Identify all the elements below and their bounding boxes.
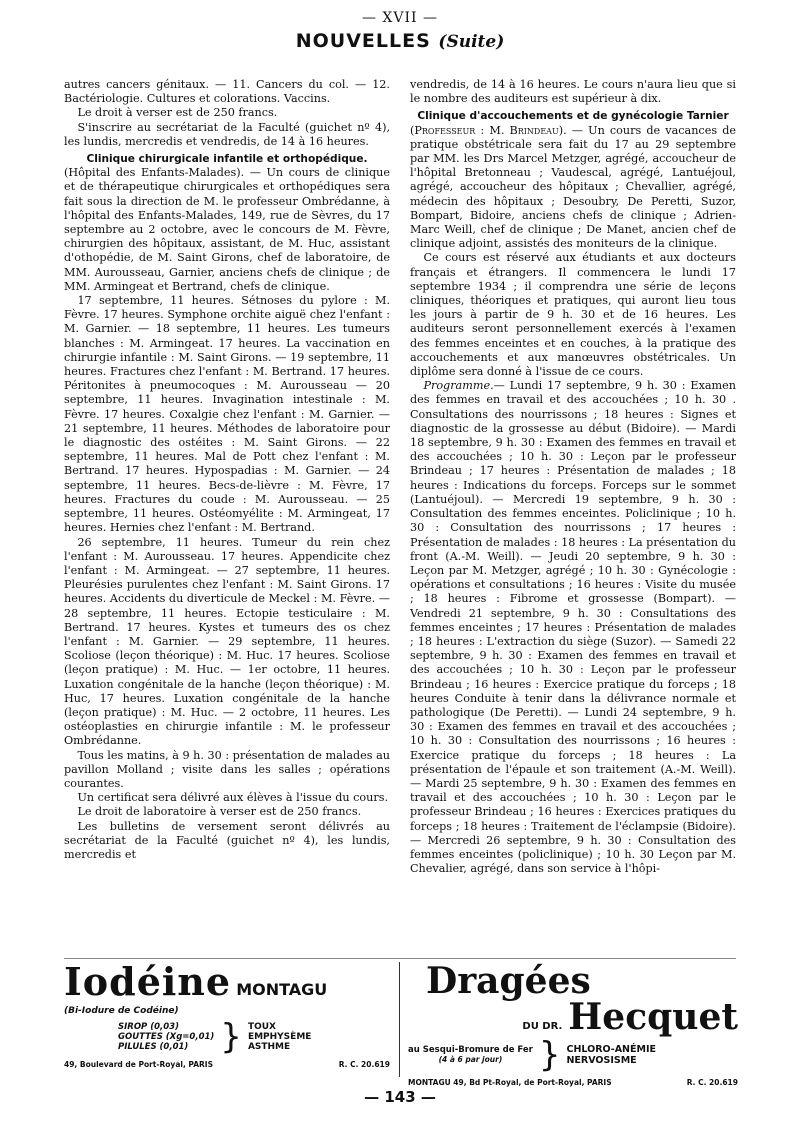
hecquet-indication: CHLORO-ANÉMIE	[566, 1044, 656, 1055]
right-paragraph-3: Ce cours est réservé aux étudiants et aux docteurs français et étrangers. Il commencera le lundi 17 septembre 1934 ; il comprendra une série de leçons cliniques, théoriques et pratiques, qui auront lieu tous les jours à partir de 9 h. 30 et de 16 heures. Les auditeurs seront personnellement exercés à l'examen des femmes enceintes et en couches, à la pratique des accouchements et aux manœuvres obstétricales. Un diplôme sera donné à l'issue de ce cours.	[410, 251, 736, 379]
clinic-heading-surgery-text: Clinique chirurgicale infantile et orthopédique.	[86, 153, 368, 166]
title-text: NOUVELLES	[295, 30, 431, 52]
iodeine-footer	[64, 1060, 390, 1069]
page-number: — 143 —	[364, 1088, 436, 1106]
page-header	[0, 10, 800, 52]
brace-icon: }	[220, 1017, 242, 1057]
right-paragraph-2-text: — Un cours de vacances de pratique obstétricale sera fait du 17 au 29 septembre par MM. les Drs Marcel Metzger, agrégé, accoucheur de l'hôpital Bretonneau ; Vaudescal, agrégé, Lantuéjoul, agrégé, accoucheur des hôpitaux ; Chevallier, agrégé, médecin des hôpitaux ; Desoubry, De Peretti, Suzor, Bompart, Bidoire, anciens chefs de clinique ; Adrien-Marc Weill, chef de clinique ; De Manet, ancien chef de clinique adjoint, assistés des moniteurs de la clinique.	[410, 123, 736, 251]
right-paragraph-4	[410, 379, 736, 876]
programme-text: — Lundi 17 septembre, 9 h. 30 : Examen des femmes en travail et des accouchées ; 10 h. 30 . Consultations des nourrissons ; 18 heures : Signes et diagnostic de la grossesse au début (Bidoire). — Mardi 18 septembre, 9 h. 30 : Examen des femmes en travail et des accouchées ; 10 h. 30 : Leçon par le professeur Brindeau ; 17 heures : Présentation de malades ; 18 heures : Indications du forceps. Forceps sur le sommet (Lantuéjoul). — Mercredi 19 septembre, 9 h. 30 : Consultation des femmes enceintes. Policlinique ; 10 h. 30 : Consultation des nourrissons ; 17 heures : Présentation de malades : 18 heures : La présentation du front (A.-M. Weill). — Jeudi 20 septembre, 9 h. 30 : Leçon par M. Metzger, agrégé ; 10 h. 30 : Gynécologie : opérations et consultations ; 16 heures : Visite du musée ; 18 heures : Fibrome et grossesse (Bompart). — Vendredi 21 septembre, 9 h. 30 : Consultations des femmes enceintes ; 17 heures : Présentation de malades ; 18 heures : L'extraction du siège (Suzor). — Samedi 22 septembre, 9 h. 30 : Examen des femmes en travail et des accouchées ; 10 h. 30 : Leçon par le professeur Brindeau ; 16 heures : Exercice pratique du forceps ; 18 heures Conduite à tenir dans la délivrance normale et pathologique (De Peretti). — Lundi 24 septembre, 9 h. 30 : Examen des femmes en travail et des accouchées ; 10 h. 30 : Consultation des nourrissons ; 16 heures : Exercice pratique du forceps ; 18 heures : La présentation de l'épaule et son traitement (A.-M. Weill). — Mardi 25 septembre, 9 h. 30 : Examen des femmes en travail et des accouchées ; 10 h. 30 : Leçon par le professeur Brindeau ; 16 heures : Exercices pratiques du forceps ; 18 heures : Traitement de l'éclampsie (Bidoire). — Mercredi 26 septembre, 9 h. 30 : Consultation des femmes enceintes (policlinique) ; 10 h. 30 Leçon par M. Chevalier, agrégé, dans son service à l'hôpi-	[410, 379, 736, 876]
hecquet-du: DU DR.	[522, 1021, 563, 1032]
hecquet-indication: NERVOSISME	[566, 1055, 637, 1066]
clinic-heading-obstetrics-text: Clinique d'accouchements et de gynécologie Tarnier	[417, 110, 729, 123]
hecquet-forms-row	[408, 1035, 738, 1075]
right-column	[410, 78, 736, 958]
iodeine-indication: ASTHME	[247, 1042, 291, 1052]
iodeine-brand: Iodéine	[64, 959, 232, 1004]
iodeine-indication: EMPHYSÈME	[247, 1032, 312, 1042]
iodeine-form: SIROP (0,03)	[118, 1022, 179, 1032]
hecquet-indications	[566, 1044, 656, 1066]
left-paragraph-2: Le droit à verser est de 250 francs.	[77, 106, 278, 120]
hecquet-brand-top: Dragées	[426, 960, 591, 1002]
programme-label: Programme.	[423, 379, 494, 393]
iodeine-forms-row	[118, 1017, 390, 1057]
advert-iodeine	[64, 959, 390, 1082]
clinic-heading-surgery	[64, 152, 390, 166]
right-paragraph-1: vendredis, de 14 à 16 heures. Le cours n'aura lieu que si le nombre des auditeurs est supérieur à dix.	[410, 78, 736, 106]
iodeine-ref: R. C. 20.619	[338, 1060, 390, 1069]
iodeine-indications	[248, 1022, 311, 1052]
left-paragraph-9: Le droit de laboratoire à verser est de 250 francs.	[77, 805, 362, 819]
hecquet-formula-text: au Sesqui-Bromure de Fer	[408, 1045, 533, 1055]
left-paragraph-4: (Hôpital des Enfants-Malades). — Un cours de clinique et de thérapeutique chirurgicales et orthopédiques sera fait sous la direction de M. le professeur Ombrédanne, à l'hôpital des Enfants-Malades, 149, rue de Sèvres, du 17 septembre au 2 octobre, avec le concours de M. Fèvre, chirurgien des hôpitaux, assistant, de M. Huc, assistant d'othopédie, de M. Saint Girons, chef de laboratoire, de MM. Aurousseau, Garnier, anciens chefs de clinique ; de MM. Armingeat et Bertrand, chefs de clinique.	[64, 166, 390, 293]
iodeine-form: GOUTTES (Xg=0,01)	[118, 1032, 215, 1042]
professor-credit: (Professeur : M. Brindeau).	[410, 123, 567, 137]
hecquet-footer	[408, 1078, 738, 1087]
advert-hecquet	[408, 960, 738, 1087]
brace-icon: }	[538, 1035, 561, 1075]
iodeine-address: 49, Boulevard de Port-Royal, PARIS	[64, 1060, 213, 1069]
left-paragraph-8: Un certificat sera délivré aux élèves à l'issue du cours.	[77, 791, 388, 805]
hecquet-dosage: (4 à 6 par jour)	[438, 1055, 503, 1064]
left-paragraph-5: 17 septembre, 11 heures. Sétnoses du pylore : M. Fèvre. 17 heures. Symphone orchite aiguë chez l'enfant : M. Garnier. — 18 septembre, 11 heures. Les tumeurs blanches : M. Armingeat. 17 heures. La vaccination en chirurgie infantile : M. Saint Girons. — 19 septembre, 11 heures. Fractures chez l'enfant : M. Bertrand. 17 heures. Péritonites à pneumocoques : M. Aurousseau — 20 septembre, 11 heures. Invagination intestinale : M. Fèvre. 17 heures. Coxalgie chez l'enfant : M. Garnier. — 21 septembre, 11 heures. Méthodes de laboratoire pour le diagnostic des ostéites : M. Saint Girons. — 22 septembre, 11 heures. Mal de Pott chez l'enfant : M. Bertrand. 17 heures. Hypospadias : M. Garnier. — 24 septembre, 11 heures. Becs-de-lièvre : M. Fèvre, 17 heures. Fractures du coude : M. Aurousseau. — 25 septembre, 11 heures. Ostéomyélite : M. Armingeat, 17 heures. Hernies chez l'enfant : M. Bertrand.	[64, 294, 390, 535]
page-title	[0, 30, 800, 52]
left-paragraph-7: Tous les matins, à 9 h. 30 : présentation de malades au pavillon Molland ; visite dans les salles ; opérations courantes.	[64, 748, 390, 790]
right-paragraph-2	[410, 124, 736, 252]
iodeine-indication: TOUX	[247, 1022, 276, 1032]
left-paragraph-6: 26 septembre, 11 heures. Tumeur du rein chez l'enfant : M. Aurousseau. 17 heures. Appendicite chez l'enfant : M. Armingeat. — 27 septembre, 11 heures. Pleurésies purulentes chez l'enfant : M. Saint Girons. 17 heures. Accidents du diverticule de Meckel : M. Fèvre. — 28 septembre, 11 heures. Ectopie testiculaire : M. Bertrand. 17 heures. Kystes et tumeurs des os chez l'enfant : M. Garnier. — 29 septembre, 11 heures. Scoliose (leçon théorique) : M. Huc. 17 heures. Scoliose (leçon pratique) : M. Huc. — 1er octobre, 11 heures. Luxation congénitale de la hanche (leçon théorique) : M. Huc, 17 heures. Luxation congénitale de la hanche (leçon pratique) : M. Huc. — 2 octobre, 11 heures. Les ostéoplasties en chirurgie infantile : M. le professeur Ombrédanne.	[64, 535, 390, 748]
clinic-heading-obstetrics	[410, 109, 736, 123]
left-paragraph-3: S'inscrire au secrétariat de la Faculté (guichet nº 4), les lundis, mercredis et vendredis, de 14 à 16 heures.	[64, 120, 390, 148]
ad-divider	[399, 962, 400, 1077]
iodeine-form: PILULES (0,01)	[118, 1042, 189, 1052]
hecquet-brand-name: Hecquet	[568, 996, 738, 1038]
iodeine-forms-list	[118, 1022, 214, 1052]
left-column	[64, 78, 390, 958]
title-suite: (Suite)	[438, 32, 505, 52]
page-roman-numeral: — XVII —	[361, 10, 439, 26]
hecquet-ref: R. C. 20.619	[686, 1078, 738, 1087]
iodeine-subtitle: (Bi-Iodure de Codéine)	[64, 1006, 179, 1016]
hecquet-formula	[408, 1045, 533, 1065]
left-paragraph-1: autres cancers génitaux. — 11. Cancers du col. — 12. Bactériologie. Cultures et colorations. Vaccins.	[64, 78, 390, 106]
hecquet-brand-row	[408, 998, 738, 1036]
iodeine-maker: MONTAGU	[236, 980, 328, 999]
hecquet-address: MONTAGU 49, Bd Pt-Royal, de Port-Royal, PARIS	[408, 1078, 612, 1087]
iodeine-brand-row	[64, 959, 390, 1004]
left-paragraph-10: Les bulletins de versement seront délivrés au secrétariat de la Faculté (guichet nº 4), les lundis, mercredis et	[64, 819, 390, 861]
